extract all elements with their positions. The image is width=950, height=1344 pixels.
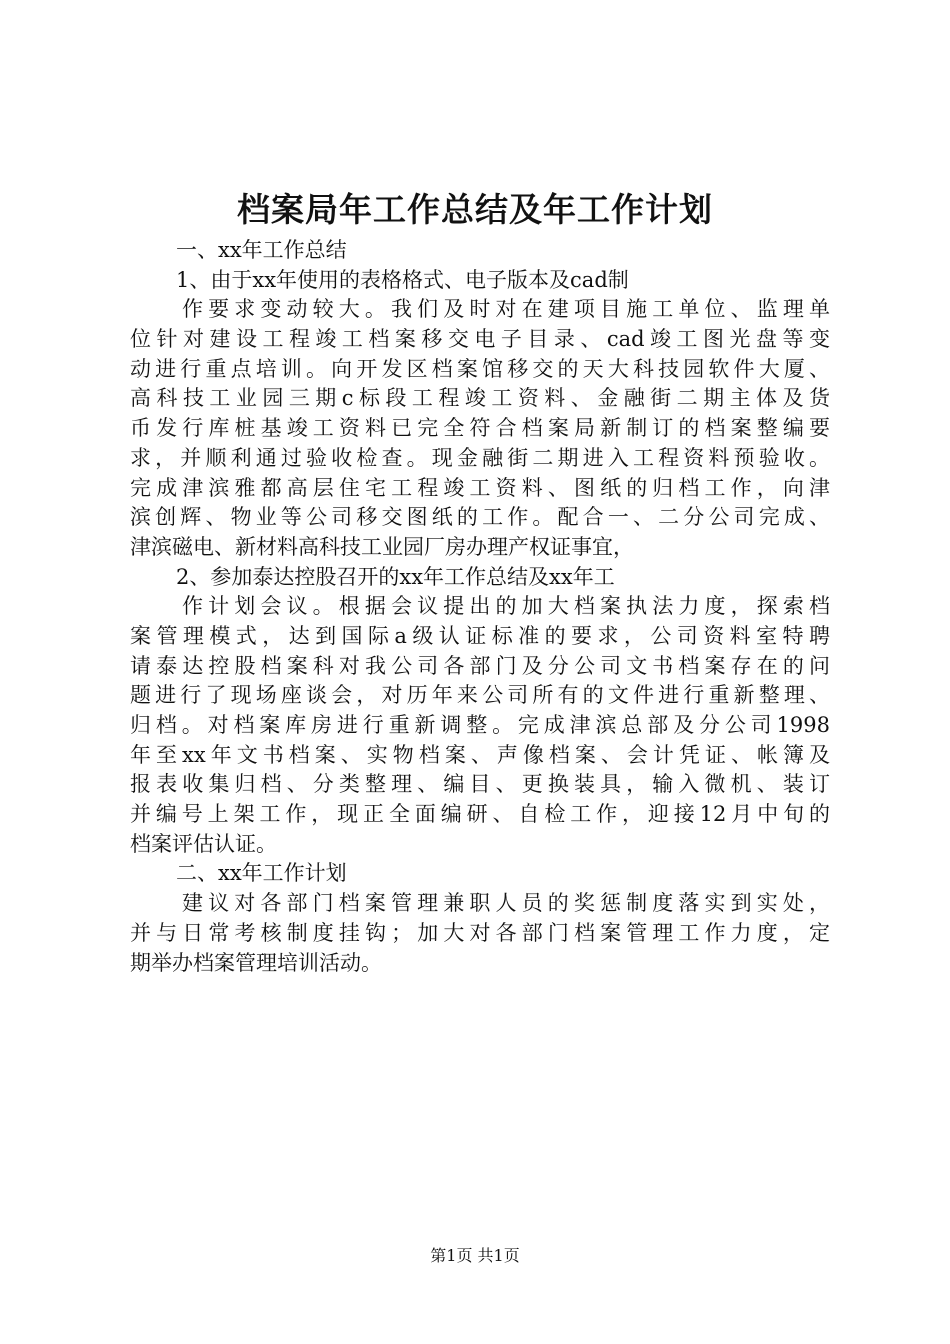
document-body bbox=[130, 236, 830, 978]
paragraph-line: 作计划会议。根据会议提出的加大档案执法力度，探索档 bbox=[182, 594, 830, 619]
section-heading-plan: 二、xx年工作计划 bbox=[176, 861, 347, 886]
section-heading-summary: 一、xx年工作总结 bbox=[176, 238, 347, 262]
paragraph-line: 并与日常考核制度挂钩；加大对各部门档案管理工作力度，定 bbox=[130, 920, 830, 945]
document-title: 档案局年工作总结及年工作计划 bbox=[237, 190, 713, 229]
paragraph-line: 2、参加泰达控股召开的xx年工作总结及xx年工 bbox=[176, 564, 615, 589]
paragraph-line: 币发行库桩基竣工资料已完全符合档案局新制订的档案整编要 bbox=[130, 416, 830, 441]
paragraph-line: 完成津滨雅都高层住宅工程竣工资料、图纸的归档工作，向津 bbox=[130, 475, 830, 500]
paragraph-line: 作要求变动较大。我们及时对在建项目施工单位、监理单 bbox=[182, 297, 830, 322]
paragraph-line: 案管理模式，达到国际a级认证标准的要求，公司资料室特聘 bbox=[130, 623, 830, 648]
page-number-footer: 第1页 共1页 bbox=[430, 1246, 520, 1265]
paragraph-line: 1、由于xx年使用的表格格式、电子版本及cad制 bbox=[176, 267, 629, 292]
paragraph-line: 报表收集归档、分类整理、编目、更换装具，输入微机、装订 bbox=[130, 772, 830, 797]
paragraph-line: 津滨磁电、新材料高科技工业园厂房办理产权证事宜， bbox=[130, 534, 634, 559]
paragraph-line: 并编号上架工作，现正全面编研、自检工作，迎接12月中旬的 bbox=[130, 802, 830, 827]
paragraph-line: 档案评估认证。 bbox=[130, 831, 277, 856]
paragraph-line: 请泰达控股档案科对我公司各部门及分公司文书档案存在的问 bbox=[130, 653, 830, 678]
paragraph-line: 求，并顺利通过验收检查。现金融街二期进入工程资料预验收。 bbox=[130, 445, 830, 470]
paragraph-line: 位针对建设工程竣工档案移交电子目录、cad竣工图光盘等变 bbox=[130, 327, 830, 352]
paragraph-line: 年至xx年文书档案、实物档案、声像档案、会计凭证、帐簿及 bbox=[130, 742, 830, 767]
paragraph-line: 建议对各部门档案管理兼职人员的奖惩制度落实到实处， bbox=[182, 891, 830, 916]
paragraph-line: 期举办档案管理培训活动。 bbox=[130, 950, 382, 975]
paragraph-line: 动进行重点培训。向开发区档案馆移交的天大科技园软件大厦、 bbox=[130, 356, 830, 381]
paragraph-line: 滨创辉、物业等公司移交图纸的工作。配合一、二分公司完成、 bbox=[130, 505, 830, 530]
paragraph-line: 归档。对档案库房进行重新调整。完成津滨总部及分公司1998 bbox=[130, 713, 830, 737]
paragraph-line: 题进行了现场座谈会，对历年来公司所有的文件进行重新整理、 bbox=[130, 683, 830, 708]
paragraph-line: 高科技工业园三期c标段工程竣工资料、金融街二期主体及货 bbox=[130, 386, 830, 411]
